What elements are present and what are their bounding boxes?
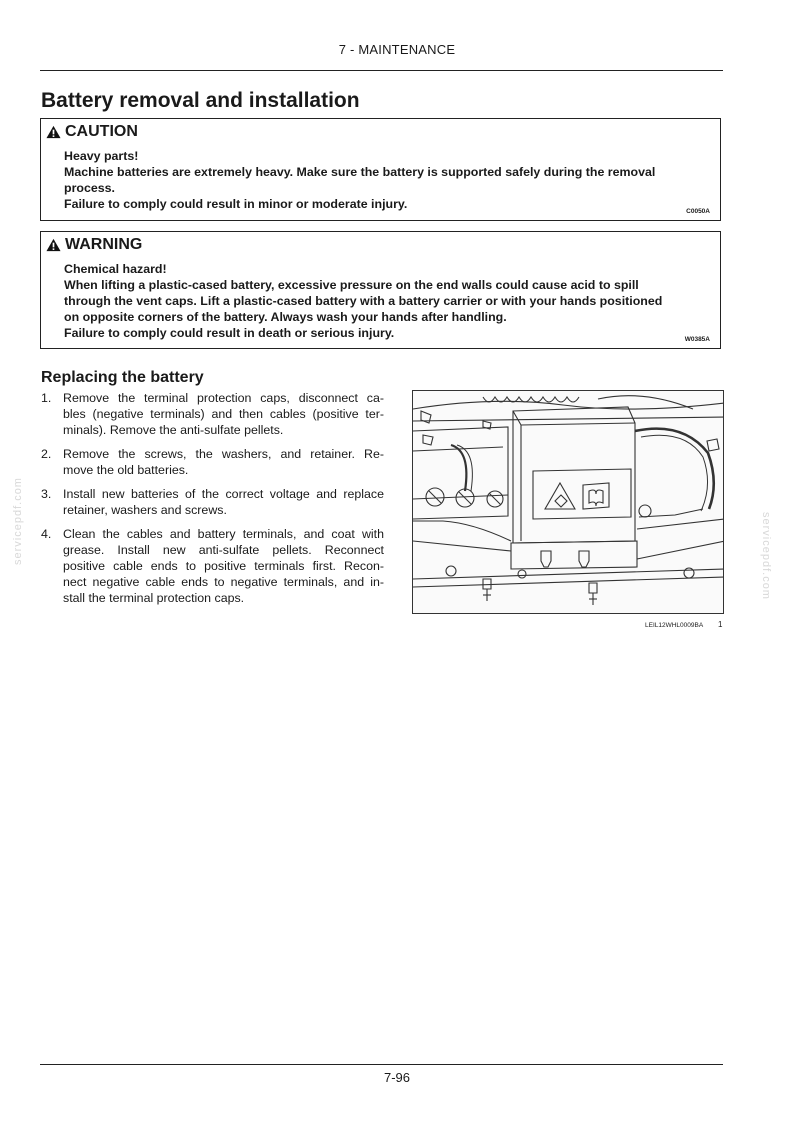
step-line: nect negative cable ends to negative terminals, and in- [63, 575, 384, 589]
step-line: stall the terminal protection caps. [63, 591, 245, 605]
step-line: Remove the screws, the washers, and retainer. Re- [63, 447, 384, 461]
warning-line: When lifting a plastic-cased battery, excessive pressure on the end walls could cause acid to spill [64, 278, 639, 292]
page-number: 7-96 [383, 1070, 411, 1085]
running-header: 7 - MAINTENANCE [338, 42, 456, 57]
step-item [41, 526, 384, 606]
step-line: Remove the terminal protection caps, disconnect ca- [63, 391, 384, 405]
warning-triangle-icon [46, 125, 61, 139]
figure-number: 1 [718, 620, 723, 629]
figure-code: LEIL12WHL0009BA [645, 622, 704, 629]
step-line: Install new batteries of the correct voltage and replace [63, 487, 384, 501]
step-line: Clean the cables and battery terminals, and coat with [63, 527, 384, 541]
step-number: 2. [41, 447, 52, 461]
warning-triangle-icon [46, 238, 61, 252]
warning-line: through the vent caps. Lift a plastic-cased battery with a battery carrier or with your hands positioned [64, 294, 663, 308]
caution-label: CAUTION [65, 123, 138, 140]
caution-code: C0050A [686, 208, 710, 215]
caution-line: process. [64, 181, 115, 195]
caution-box [40, 118, 721, 221]
step-line: grease. Install new anti-sulfate pellets. Reconnect [63, 543, 384, 557]
warning-line: Failure to comply could result in death or serious injury. [64, 326, 395, 340]
watermark-left: servicepdf.com [12, 477, 24, 565]
step-item [41, 390, 384, 438]
page-title: Battery removal and installation [41, 89, 360, 112]
warning-heading [46, 236, 142, 254]
warning-box [40, 231, 721, 349]
step-line: minals). Remove the anti-sulfate pellets. [63, 423, 284, 437]
warning-label: WARNING [65, 236, 143, 253]
caution-line: Heavy parts! [64, 149, 139, 163]
watermark-right: servicepdf.com [760, 512, 772, 600]
step-number: 1. [41, 391, 52, 405]
step-line: bles (negative terminals) and then cables (positive ter- [63, 407, 384, 421]
warning-line: Chemical hazard! [64, 262, 167, 276]
caution-line: Failure to comply could result in minor or moderate injury. [64, 197, 408, 211]
step-number: 4. [41, 527, 52, 541]
section-heading: Replacing the battery [41, 369, 204, 386]
step-line: move the old batteries. [63, 463, 189, 477]
header-rule [40, 70, 723, 71]
footer-rule [40, 1064, 723, 1065]
step-number: 3. [41, 487, 52, 501]
step-item [41, 446, 384, 478]
warning-line: on opposite corners of the battery. Always wash your hands after handling. [64, 310, 507, 324]
step-line: positive cable ends to positive terminals first. Recon- [63, 559, 384, 573]
step-line: retainer, washers and screws. [63, 503, 227, 517]
warning-text [64, 261, 704, 341]
caution-line: Machine batteries are extremely heavy. Make sure the battery is supported safely during the removal [64, 165, 656, 179]
caution-text [64, 148, 704, 212]
procedure-steps [41, 390, 384, 614]
caution-heading [46, 123, 138, 141]
warning-code: W0385A [684, 336, 710, 343]
battery-illustration [412, 390, 724, 614]
step-item [41, 486, 384, 518]
